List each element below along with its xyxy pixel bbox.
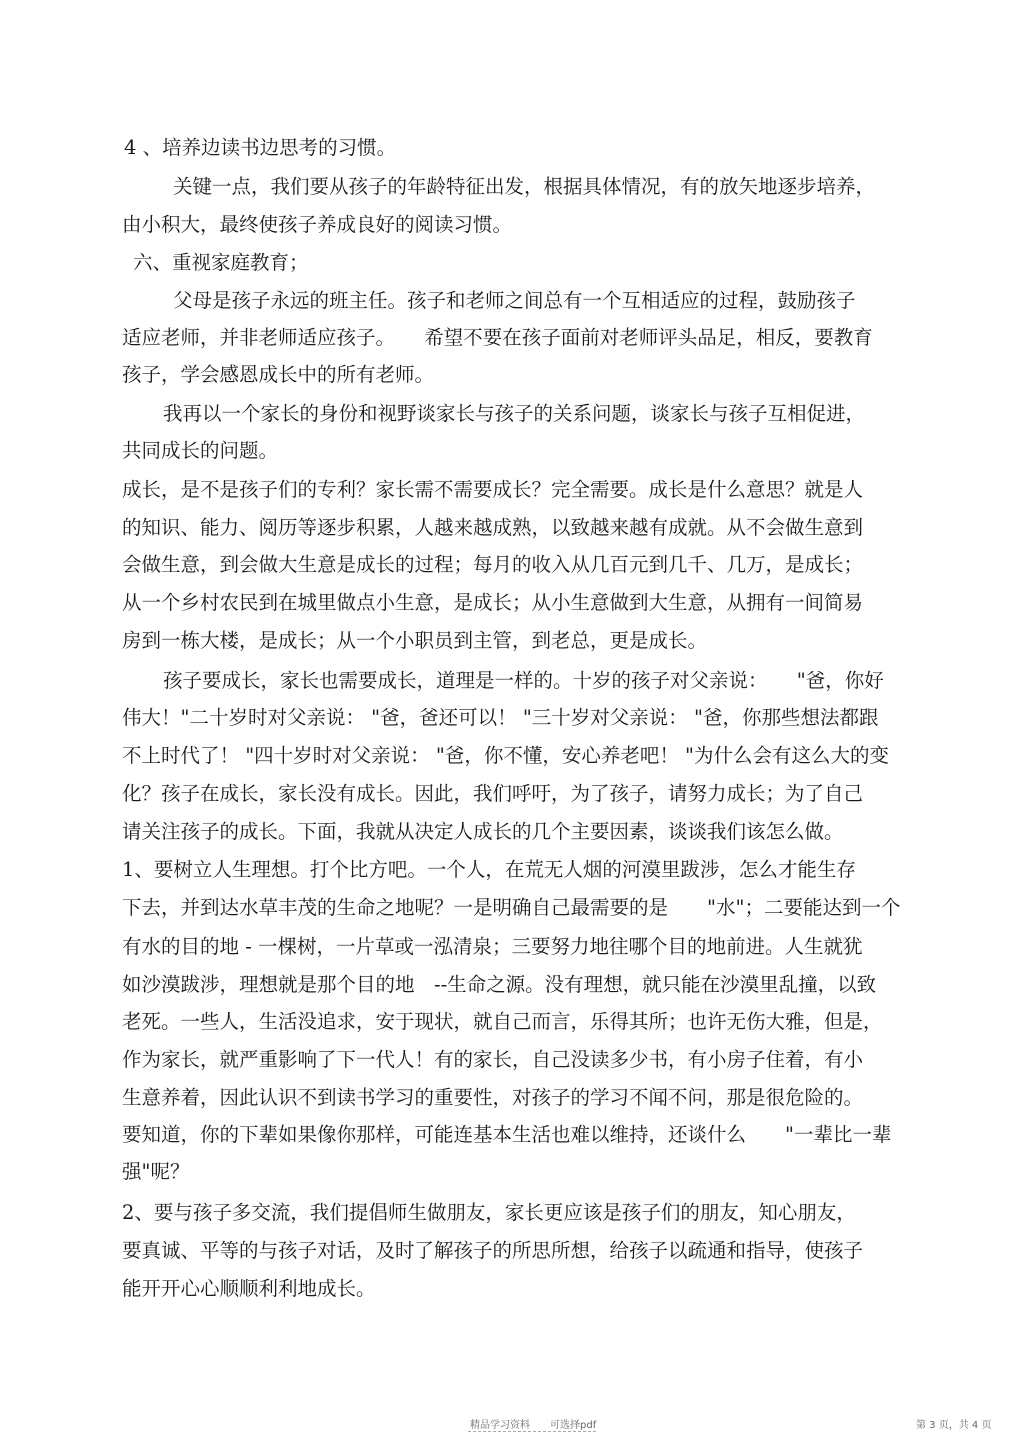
text-line: 共同成长的问题。 bbox=[122, 439, 279, 462]
text-line: 请关注孩子的成长。下面，我就从决定人成长的几个主要因素，谈谈我们该怎么做。 bbox=[122, 820, 844, 843]
text-line: 伟大！"二十岁时对父亲说： "爸，爸还可以！ "三十岁对父亲说： "爸，你那些想法都跟 bbox=[122, 706, 879, 729]
text-line: 4 、培养边读书边思考的习惯。 bbox=[124, 136, 397, 159]
text-line: 成长，是不是孩子们的专利？家长需不需要成长？完全需要。成长是什么意思？就是人 bbox=[122, 478, 864, 501]
text-line: 有水的目的地 - 一棵树，一片草或一泓清泉；三要努力地往哪个目的地前进。人生就犹 bbox=[122, 935, 863, 958]
text-line: 作为家长，就严重影响了下一代人！有的家长，自己没读多少书，有小房子住着，有小 bbox=[122, 1048, 864, 1071]
text-line: 如沙漠跋涉，理想就是那个目的地 --生命之源。没有理想，就只能在沙漠里乱撞，以致 bbox=[122, 973, 877, 996]
text-line: 我再以一个家长的身份和视野谈家长与孩子的关系问题，谈家长与孩子互相促进， bbox=[163, 402, 866, 425]
section-heading: 六、重视家庭教育； bbox=[133, 251, 309, 274]
text-line: 的知识、能力、阅历等逐步积累，人越来越成熟，以致越来越有成就。从不会做生意到 bbox=[122, 516, 864, 539]
footer-note: 精品学习资料 可选择pdf bbox=[470, 1420, 597, 1431]
text-line: 会做生意，到会做大生意是成长的过程；每月的收入从几百元到几千、几万，是成长； bbox=[122, 553, 864, 576]
text-line: 强"呢？ bbox=[122, 1160, 190, 1183]
text-line: 父母是孩子永远的班主任。孩子和老师之间总有一个互相适应的过程，鼓励孩子 bbox=[173, 289, 856, 312]
text-line: 生意养着，因此认识不到读书学习的重要性，对孩子的学习不闻不问，那是很危险的。 bbox=[122, 1086, 864, 1109]
text-line: 不上时代了！ "四十岁时对父亲说： "爸，你不懂，安心养老吧！ "为什么会有这么大的变 bbox=[122, 744, 890, 767]
text-line: 房到一栋大楼，是成长；从一个小职员到主管，到老总，更是成长。 bbox=[122, 629, 708, 652]
text-line: 2、要与孩子多交流，我们提倡师生做朋友，家长更应该是孩子们的朋友，知心朋友， bbox=[122, 1201, 856, 1224]
text-line: 1、要树立人生理想。打个比方吧。一个人，在荒无人烟的河漠里跋涉，怎么才能生存 bbox=[122, 858, 856, 881]
text-line: 关键一点，我们要从孩子的年龄特征出发，根据具体情况，有的放矢地逐步培养， bbox=[173, 175, 876, 198]
text-line: 老死。一些人，生活没追求，安于现状，就自己而言，乐得其所；也许无伤大雅，但是， bbox=[122, 1010, 883, 1033]
text-line: 孩子要成长，家长也需要成长，道理是一样的。十岁的孩子对父亲说： "爸，你好 bbox=[163, 669, 884, 692]
page-number: 第 3 页，共 4 页 bbox=[916, 1420, 992, 1431]
text-line: 要真诚、平等的与孩子对话，及时了解孩子的所思所想，给孩子以疏通和指导，使孩子 bbox=[122, 1239, 864, 1262]
text-line: 由小积大，最终使孩子养成良好的阅读习惯。 bbox=[122, 213, 513, 236]
text-line: 下去，并到达水草丰茂的生命之地呢？一是明确自己最需要的是 "水"；二要能达到一个 bbox=[122, 896, 901, 919]
text-line: 孩子，学会感恩成长中的所有老师。 bbox=[122, 363, 435, 386]
text-line: 从一个乡村农民到在城里做点小生意，是成长；从小生意做到大生意，从拥有一间简易 bbox=[122, 591, 864, 614]
text-line: 能开开心心顺顺利利地成长。 bbox=[122, 1277, 376, 1300]
footer-divider bbox=[468, 1431, 596, 1432]
text-line: 适应老师，并非老师适应孩子。 希望不要在孩子面前对老师评头品足，相反，要教育 bbox=[122, 326, 873, 349]
text-line: 要知道，你的下辈如果像你那样，可能连基本生活也难以维持，还谈什么 "一辈比一辈 bbox=[122, 1123, 892, 1146]
text-line: 化？孩子在成长，家长没有成长。因此，我们呼吁，为了孩子，请努力成长；为了自己 bbox=[122, 782, 864, 805]
